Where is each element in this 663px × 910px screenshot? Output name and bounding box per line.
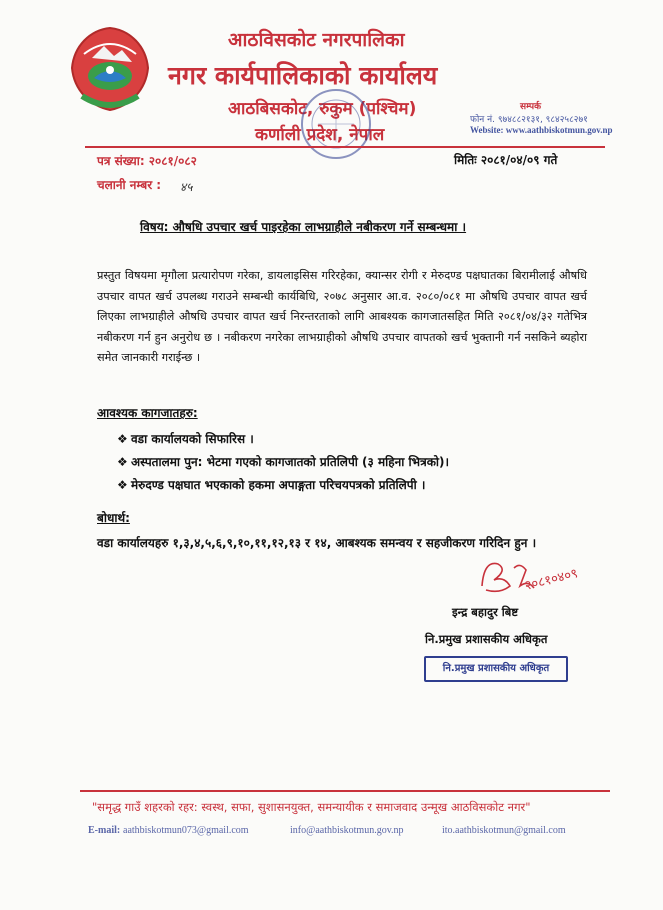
list-item: ❖ वडा कार्यालयको सिफारिस । (117, 432, 254, 446)
email-address-3[interactable]: ito.aathbiskotmun@gmail.com (442, 825, 566, 836)
email-address-1[interactable]: aathbiskotmun073@gmail.com (123, 825, 249, 836)
list-item: ❖ मेरुदण्ड पक्षघात भएकाको हकमा अपाङ्गता परिचयपत्रको प्रतिलिपी । (117, 478, 426, 492)
documents-list (117, 430, 449, 499)
contact-website: Website: www.aathbiskotmun.gov.np (470, 125, 613, 135)
municipality-name: आठविसकोट नगरपालिका (228, 29, 405, 51)
diamond-bullet-icon: ❖ (117, 432, 128, 446)
office-address: आठबिसकोट, रुकुम (पश्चिम) (228, 99, 417, 119)
cc-title: बोधार्थ: (97, 511, 130, 525)
letter-body: प्रस्तुत विषयमा मृगौला प्रत्यारोपण गरेका, डायलाइसिस गरिरहेका, क्यान्सर रोगी र मेरुदण्ड पक्षघातका बिरामीलाई औषधि उपचार वापत खर्च उपलब्ध गराउने सम्बन्धी कार्यबिधि, २०७८ अनुसार आ.व. २०८०/०८१ मा औषधि उपचार वापत खर्च लिएका लाभग्राहीले औषधि उपचार वापत खर्च निरन्तरताको लागि आबश्यक कागजातसहित मिति २०८१/०४/३२ गतेभित्र नबीकरण गर्न हुन अनुरोध छ । नबीकरण नगरेका लाभग्राहीको औषधि उपचार वापतको खर्च भुक्तानी गर्न नसकिने ब्यहोरा समेत जानकारी गराईन्छ । (97, 269, 587, 364)
letter-subject: विषय: औषधि उपचार खर्च पाइरहेका लाभग्राहीले नबीकरण गर्ने सम्बन्धमा । (140, 220, 467, 234)
contact-phone: फोन नं. ९७४८८२१३१, ९८४२५८२७१ (470, 115, 588, 125)
list-item: ❖ अस्पतालमा पुन: भेटमा गएको कागजातको प्रतिलिपी (३ महिना भित्रको)। (117, 455, 450, 469)
diamond-bullet-icon: ❖ (117, 455, 128, 469)
handwritten-signature (474, 546, 614, 608)
documents-title: आवश्यक कागजातहरु: (97, 406, 198, 420)
contact-title: सम्पर्क (520, 102, 541, 112)
office-name: नगर कार्यपालिकाको कार्यालय (168, 61, 438, 90)
office-state: कर्णाली प्रदेश, नेपाल (255, 125, 385, 145)
cc-text: वडा कार्यालयहरु १,३,४,५,६,९,१०,११,१२,१३ र १४, आबश्यक समन्वय र सहजीकरण गरिदिन हुन । (97, 536, 537, 550)
diamond-bullet-icon: ❖ (117, 478, 128, 492)
footer-motto: "समृद्ध गाउँ शहरको रहर: स्वस्थ, सफा, सुशासनयुक्त, समन्यायीक र समाजवाद उन्मूख आठविसकोट नगर" (92, 800, 531, 814)
signatory-name: इन्द्र बहादुर बिष्ट (452, 605, 519, 619)
letter-number: पत्र संख्या: २०८१/०८२ (97, 154, 197, 168)
footer-divider (80, 790, 610, 792)
nepal-emblem-logo (62, 24, 158, 116)
letter-date: मितिः २०८१/०४/०९ गते (454, 153, 558, 167)
round-office-seal (296, 84, 376, 164)
dispatch-number-label: चलानी नम्बर : (97, 178, 162, 192)
designation-stamp: नि.प्रमुख प्रशासकीय अधिकृत (424, 656, 568, 682)
header-divider (85, 146, 605, 148)
svg-text:२०८१०४०९: २०८१०४०९ (523, 566, 580, 594)
email-label: E-mail: (88, 825, 121, 836)
email-address-2[interactable]: info@aathbiskotmun.gov.np (290, 825, 404, 836)
signatory-title: नि.प्रमुख प्रशासकीय अधिकृत (425, 632, 548, 646)
dispatch-number-value: ४५ (180, 180, 193, 194)
